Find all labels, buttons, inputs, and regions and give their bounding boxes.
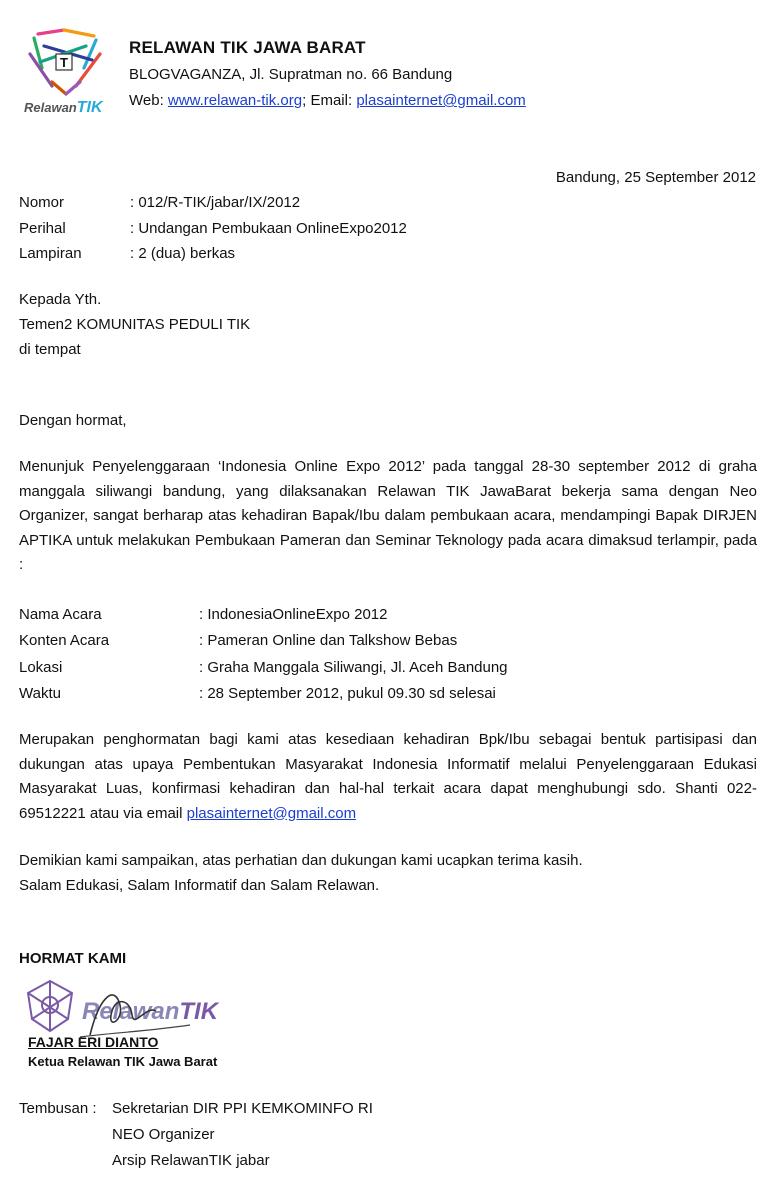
paragraph-2-text: Merupakan penghormatan bagi kami atas kesediaan kehadiran Bpk/Ibu sebagai bentuk partisipasi dan dukungan atas upaya Pembentukan Masyarakat Indonesia Informatif melalui Penyelenggaraan Edukasi Masyarakat Luas, konfirmasi kehadiran dan hal-hal terkait acara dapat menghubungi sdo. Shanti 022-69512221 atau via email xyxy=(19,731,757,822)
logo-text-tik: TIK xyxy=(76,99,103,116)
recipient-line: di tempat xyxy=(19,341,81,358)
stamp-text-tik: TIK xyxy=(179,998,219,1025)
salutation: Dengan hormat, xyxy=(19,412,127,429)
org-contact xyxy=(129,92,526,109)
email-label: ; Email: xyxy=(302,92,357,109)
meta-value-perihal: : Undangan Pembukaan OnlineExpo2012 xyxy=(130,220,407,237)
meta-label-perihal: Perihal xyxy=(19,220,66,237)
signer-title: Ketua Relawan TIK Jawa Barat xyxy=(28,1054,218,1069)
svg-text:RelawanTIK xyxy=(24,99,104,116)
body-paragraph-1: Menunjuk Penyelenggaraan ‘Indonesia Online Expo 2012’ pada tanggal 28-30 september 2012 di graha manggala siliwangi bandung, yang dilaksanakan Relawan TIK JawaBarat bekerja sama dengan Neo Organizer, sangat berharap atas kehadiran Bapak/Ibu dalam pembukaan acara, mendampingi Bapak DIRJEN APTIKA untuk melakukan Pembukaan Pameran dan Seminar Teknology pada acara dimaksud terlampir, pada : xyxy=(19,458,757,573)
body-paragraph-2 xyxy=(19,728,757,826)
cc-label: Tembusan : xyxy=(19,1100,97,1117)
meta-value-lampiran: : 2 (dua) berkas xyxy=(130,245,236,262)
meta-label-lampiran: Lampiran xyxy=(19,245,82,262)
confirmation-email-link[interactable]: plasainternet@gmail.com xyxy=(186,804,357,822)
cc-item: Arsip RelawanTIK jabar xyxy=(112,1152,270,1169)
closing-line: Salam Edukasi, Salam Informatif dan Salam Relawan. xyxy=(19,877,380,894)
meta-value-nomor: : 012/R-TIK/jabar/IX/2012 xyxy=(130,194,301,211)
website-link[interactable]: www.relawan-tik.org xyxy=(167,92,303,109)
meta-label-nomor: Nomor xyxy=(19,194,65,211)
recipient-line: Temen2 KOMUNITAS PEDULI TIK xyxy=(19,316,251,333)
email-link[interactable]: plasainternet@gmail.com xyxy=(356,92,526,109)
sign-off: HORMAT KAMI xyxy=(19,950,127,967)
closing-line: Demikian kami sampaikan, atas perhatian dan dukungan kami ucapkan terima kasih. xyxy=(19,852,583,869)
logo-letter: T xyxy=(60,55,68,70)
event-value-konten: : Pameran Online dan Talkshow Bebas xyxy=(199,632,458,649)
org-address: BLOGVAGANZA, Jl. Supratman no. 66 Bandung xyxy=(129,66,453,83)
date-line: Bandung, 25 September 2012 xyxy=(555,169,756,186)
stamp-text-relawan: Relawan xyxy=(82,998,180,1025)
event-value-lokasi: : Graha Manggala Siliwangi, Jl. Aceh Bandung xyxy=(199,659,508,676)
event-value-nama: : IndonesiaOnlineExpo 2012 xyxy=(199,606,388,623)
event-value-waktu: : 28 September 2012, pukul 09.30 sd selesai xyxy=(199,685,496,702)
event-label-lokasi: Lokasi xyxy=(19,659,63,676)
event-label-nama: Nama Acara xyxy=(19,606,102,623)
cc-item: NEO Organizer xyxy=(112,1126,215,1143)
org-name: RELAWAN TIK JAWA BARAT xyxy=(129,38,366,57)
logo-text-relawan: Relawan xyxy=(24,100,77,115)
cc-item: Sekretarian DIR PPI KEMKOMINFO RI xyxy=(112,1100,373,1117)
signer-name: FAJAR ERI DIANTO xyxy=(28,1034,159,1050)
event-label-konten: Konten Acara xyxy=(19,632,110,649)
event-label-waktu: Waktu xyxy=(19,685,61,702)
web-label: Web: xyxy=(129,92,168,109)
recipient-line: Kepada Yth. xyxy=(19,291,102,308)
relawan-tik-logo xyxy=(22,24,112,114)
